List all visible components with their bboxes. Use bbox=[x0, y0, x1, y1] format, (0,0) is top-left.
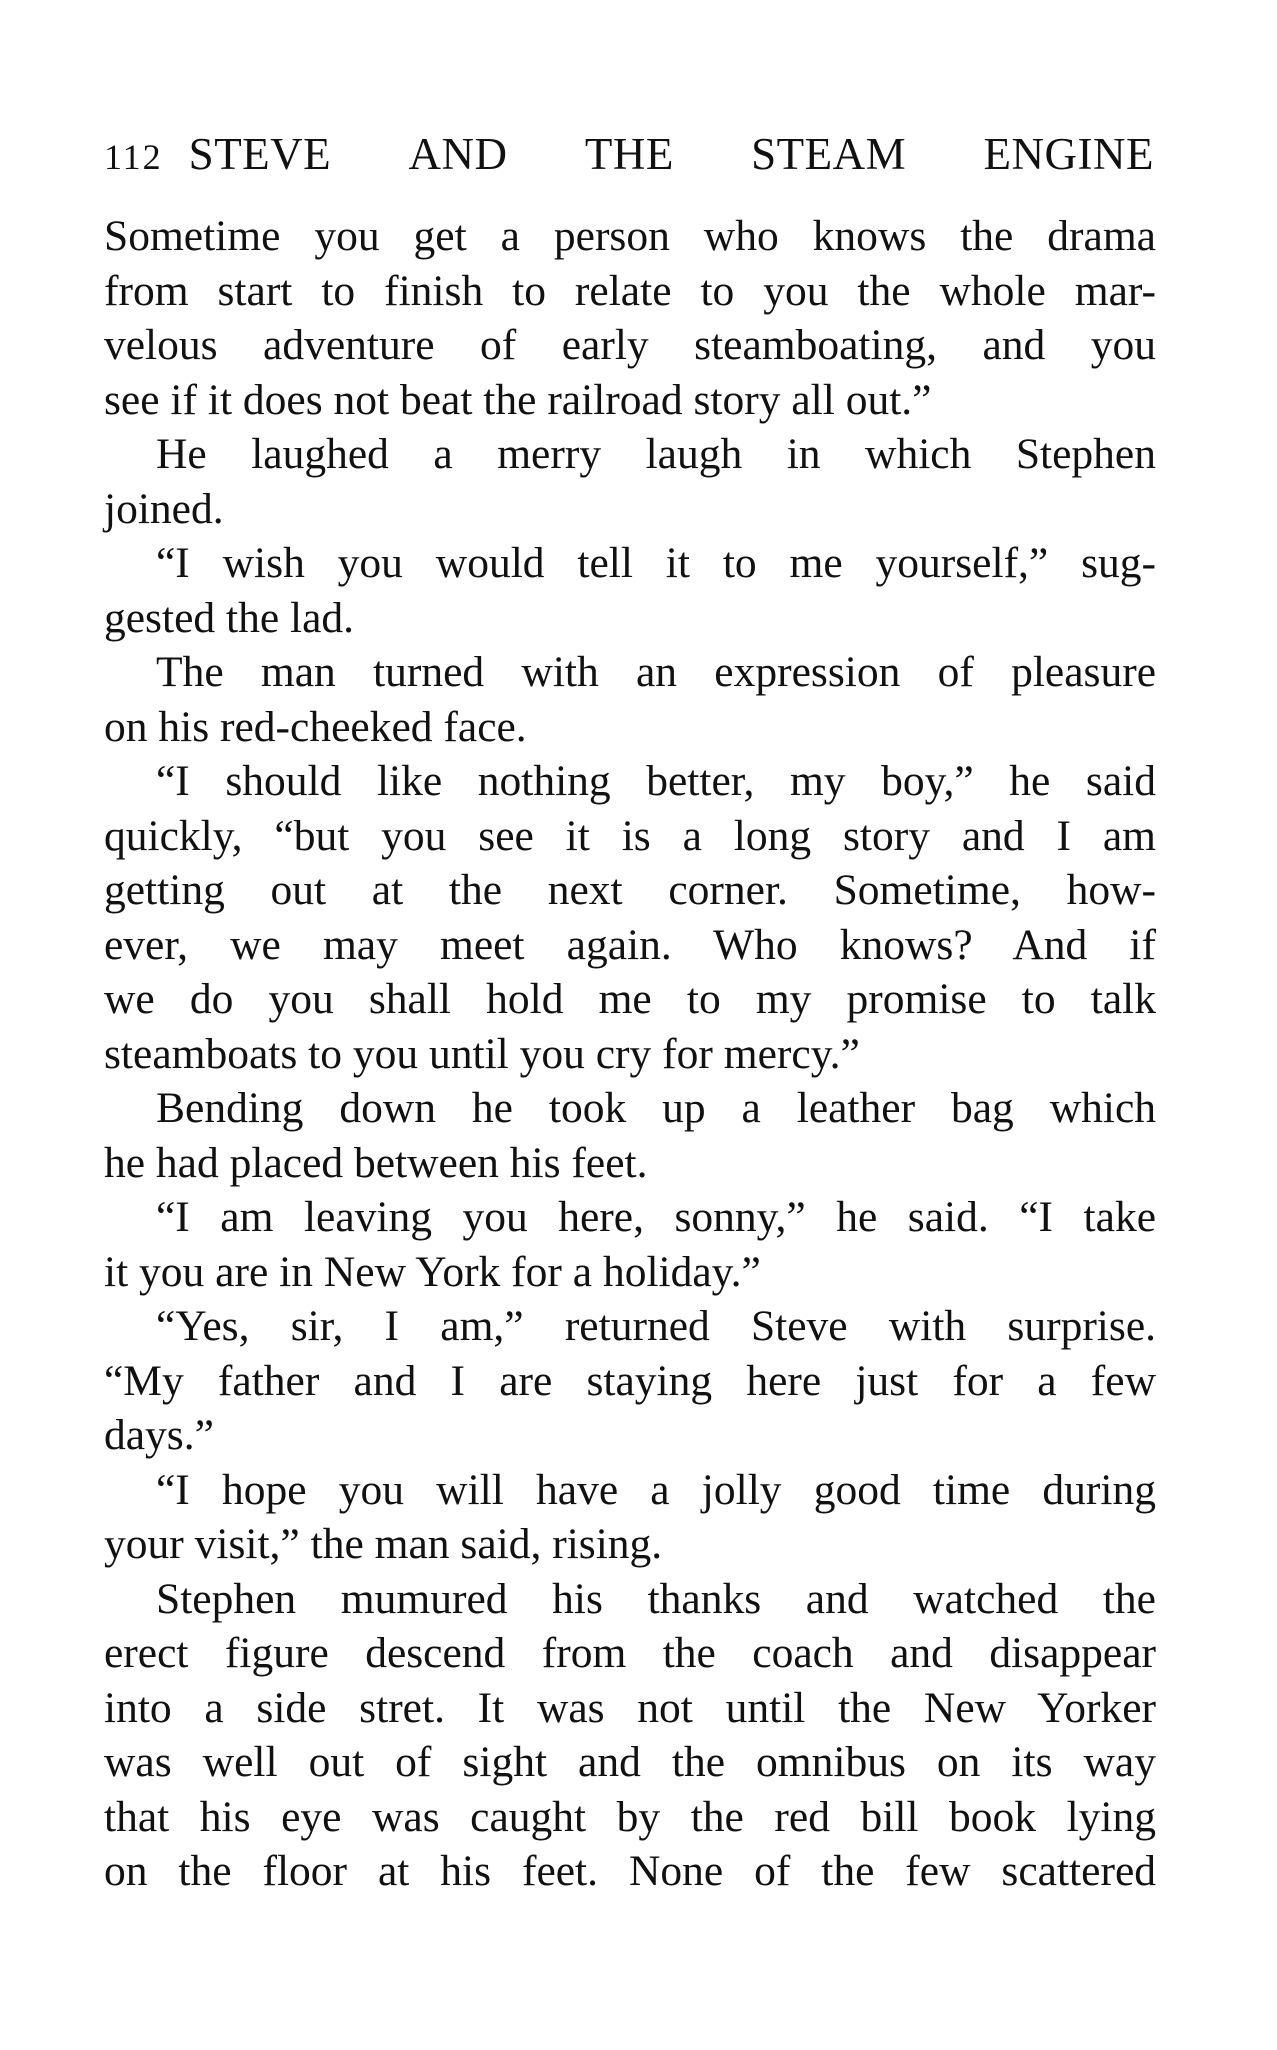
text-line: we do you shall hold me to my promise to talk bbox=[104, 975, 1156, 1023]
text-line: “I am leaving you here, sonny,” he said. “I take bbox=[156, 1193, 1156, 1241]
text-line: days.” bbox=[104, 1411, 214, 1459]
text-line: see if it does not beat the railroad story all out.” bbox=[104, 375, 932, 424]
text-line: Stephen mumured his thanks and watched the bbox=[156, 1574, 1156, 1623]
text-line: “I wish you would tell it to me yourself,” sug- bbox=[156, 539, 1156, 587]
text-line: was well out of sight and the omnibus on its way bbox=[104, 1738, 1156, 1786]
text-line: into a side stret. It was not until the New Yorker bbox=[104, 1683, 1156, 1732]
text-line: gested the lad. bbox=[104, 593, 355, 642]
text-line: on his red-cheeked face. bbox=[104, 702, 527, 751]
running-title-word: THE bbox=[584, 129, 674, 179]
running-title bbox=[189, 128, 1154, 180]
text-line: erect figure descend from the coach and disappear bbox=[104, 1629, 1156, 1677]
text-line: he had placed between his feet. bbox=[104, 1138, 648, 1187]
text-line: “I should like nothing better, my boy,” he said bbox=[156, 757, 1156, 805]
text-line: ever, we may meet again. Who knows? And if bbox=[104, 920, 1156, 969]
running-title-word: ENGINE bbox=[983, 129, 1154, 179]
page-number: 112 bbox=[104, 137, 163, 177]
text-line: on the floor at his feet. None of the few scattered bbox=[104, 1847, 1156, 1895]
text-line: from start to finish to relate to you the whole mar- bbox=[104, 266, 1156, 315]
running-title-word: STEAM bbox=[751, 129, 907, 179]
text-line: “My father and I are staying here just for a few bbox=[104, 1356, 1156, 1405]
running-title-word: STEVE bbox=[188, 129, 332, 179]
text-line: velous adventure of early steamboating, and you bbox=[104, 321, 1156, 369]
text-line: The man turned with an expression of pleasure bbox=[156, 648, 1156, 696]
text-line: that his eye was caught by the red bill book lying bbox=[104, 1792, 1156, 1841]
page-header bbox=[104, 128, 1154, 188]
text-line: quickly, “but you see it is a long story and I am bbox=[104, 811, 1156, 860]
text-line: joined. bbox=[104, 484, 224, 533]
text-line: Bending down he took up a leather bag which bbox=[156, 1084, 1156, 1132]
text-line: steamboats to you until you cry for mercy.” bbox=[104, 1029, 860, 1078]
running-title-word: AND bbox=[408, 129, 508, 179]
text-line: He laughed a merry laugh in which Stephen bbox=[156, 430, 1156, 478]
text-line: your visit,” the man said, rising. bbox=[104, 1520, 663, 1568]
body-text bbox=[104, 209, 1156, 1899]
text-line: it you are in New York for a holiday.” bbox=[104, 1247, 761, 1296]
text-line: getting out at the next corner. Sometime, how- bbox=[104, 866, 1156, 914]
text-line: Sometime you get a person who knows the drama bbox=[104, 212, 1156, 260]
text-line: “Yes, sir, I am,” returned Steve with surprise. bbox=[156, 1302, 1156, 1350]
text-line: “I hope you will have a jolly good time during bbox=[156, 1465, 1156, 1514]
